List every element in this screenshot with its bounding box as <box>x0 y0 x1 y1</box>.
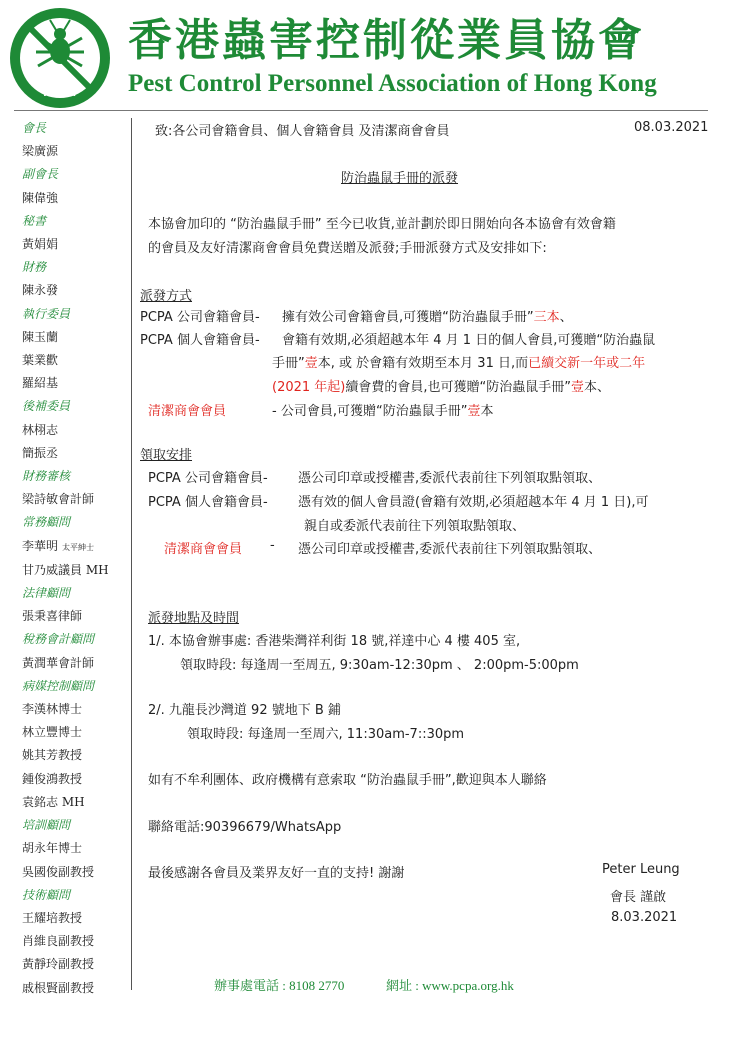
committee-member <box>22 861 109 884</box>
member-name: 鍾俊鴻教授 <box>22 771 83 786</box>
member-name: 吳國俊副教授 <box>22 864 95 879</box>
member-name: 葉業歡 <box>22 353 59 368</box>
committee-member <box>22 605 109 628</box>
member-name: 黃娟娟 <box>22 237 59 252</box>
distribution-heading: 派發方式 <box>140 289 193 304</box>
collect-company-text: 憑公司印章或授權書,委派代表前往下列領取點領取、 <box>298 471 602 486</box>
role-label: 財務審核 <box>22 469 71 484</box>
nonprofit-notice: 如有不牟利團体、政府機構有意索取 “防治蟲鼠手冊”,歡迎與本人聯絡 <box>148 773 547 788</box>
committee-member <box>22 187 109 210</box>
committee-member <box>22 953 109 976</box>
committee-member <box>22 326 109 349</box>
collect-personal-line-2: 親自或委派代表前往下列領取點領取、 <box>304 519 526 534</box>
committee-role <box>22 884 109 907</box>
member-name: 梁廣源 <box>22 144 59 159</box>
association-logo <box>8 6 112 110</box>
role-label: 副會長 <box>22 167 59 182</box>
dist-personal-label: PCPA 個人會籍會員- <box>140 333 260 348</box>
member-name: 陳偉強 <box>22 190 59 205</box>
member-name: 袁銘志 MH <box>22 794 85 809</box>
collect-company-label: PCPA 公司會籍會員- <box>148 471 268 486</box>
collect-personal-line-1: 憑有效的個人會員證(會籍有效期,必須超越本年 4 月 1 日),可 <box>298 495 649 510</box>
dist-clean-text: - 公司會員,可獲贈“防治蟲鼠手冊”壹本 <box>272 404 494 419</box>
contact-phone: 聯絡電話:90396679/WhatsApp <box>148 820 342 835</box>
member-title: 太平紳士 <box>62 542 95 552</box>
role-label: 技術顧問 <box>22 887 71 902</box>
collect-clean-text: 憑公司印章或授權書,委派代表前往下列領取點領取、 <box>298 542 602 557</box>
committee-member <box>22 233 109 256</box>
committee-member <box>22 791 109 814</box>
member-name: 姚其芳教授 <box>22 748 83 763</box>
committee-member <box>22 442 109 465</box>
thanks-line: 最後感謝各會員及業界友好一直的支持! 謝謝 <box>148 866 405 881</box>
committee-member <box>22 977 109 1000</box>
member-name: 林栩志 <box>22 422 59 437</box>
collect-personal-label: PCPA 個人會籍會員- <box>148 495 268 510</box>
role-label: 秘書 <box>22 213 47 228</box>
member-name: 羅紹基 <box>22 376 59 391</box>
committee-role <box>22 117 109 140</box>
dist-personal-line-1: 會籍有效期,必須超越本年 4 月 1 日的個人會員,可獲贈“防治蟲鼠 <box>282 333 656 348</box>
committee-role <box>22 210 109 233</box>
member-name: 林立豐博士 <box>22 725 83 740</box>
location-heading: 派發地點及時間 <box>148 611 240 626</box>
committee-member <box>22 140 109 163</box>
committee-member <box>22 768 109 791</box>
letter-date: 08.03.2021 <box>634 120 709 135</box>
committee-member <box>22 744 109 767</box>
committee-member <box>22 837 109 860</box>
role-label: 財務 <box>22 260 47 275</box>
role-label: 執行委員 <box>22 306 71 321</box>
dist-personal-line-2: 手冊”壹本, 或 於會籍有效期至本月 31 日,而已續交新一年或二年 <box>272 356 646 371</box>
committee-role <box>22 582 109 605</box>
committee-member <box>22 419 109 442</box>
letter-recipients: 致:各公司會籍會員、個人會籍會員 及清潔商會會員 <box>155 124 450 139</box>
committee-member <box>22 372 109 395</box>
footer-website[interactable]: 網址 : www.pcpa.org.hk <box>386 978 514 993</box>
committee-member <box>22 907 109 930</box>
member-name: 肖維良副教授 <box>22 934 95 949</box>
member-name: 簡振丞 <box>22 445 59 460</box>
committee-member <box>22 535 109 559</box>
member-name: 甘乃威議員 MH <box>22 562 109 577</box>
location-1-address: 1/. 本協會辦事處: 香港柴灣祥利街 18 號,祥達中心 4 樓 405 室, <box>148 634 521 649</box>
committee-role <box>22 628 109 651</box>
sidebar-divider <box>131 118 132 990</box>
committee-role <box>22 675 109 698</box>
committee-member <box>22 721 109 744</box>
footer-phone: 辦事處電話 : 8108 2770 <box>214 978 345 993</box>
member-name: 黃潤華會計師 <box>22 655 95 670</box>
signature-name: Peter Leung <box>602 862 680 877</box>
signature-title: 會長 謹啟 <box>610 890 667 905</box>
collect-clean-dash: - <box>270 538 275 553</box>
role-label: 稅務會計顧問 <box>22 632 95 647</box>
member-name: 黃靜玲副教授 <box>22 957 95 972</box>
member-name: 胡永年博士 <box>22 841 83 856</box>
location-1-hours: 領取時段: 每逢周一至周五, 9:30am-12:30pm 、 2:00pm-5:00pm <box>180 658 579 673</box>
role-label: 病媒控制顧問 <box>22 678 95 693</box>
committee-member <box>22 279 109 302</box>
member-name: 梁詩敏會計師 <box>22 492 95 507</box>
committee-role <box>22 511 109 534</box>
role-label: 常務顧問 <box>22 515 71 530</box>
member-name: 李華明 <box>22 538 59 553</box>
member-name: 張秉喜律師 <box>22 609 83 624</box>
committee-member <box>22 349 109 372</box>
role-label: 後補委員 <box>22 399 71 414</box>
committee-role <box>22 465 109 488</box>
member-name: 戚根賢副教授 <box>22 980 95 995</box>
role-label: 會長 <box>22 121 47 135</box>
dist-company-label: PCPA 公司會籍會員- <box>140 310 260 325</box>
member-name: 陳永發 <box>22 283 59 298</box>
association-title-english: Pest Control Personnel Association of Hong Kong <box>128 70 657 97</box>
collection-heading: 領取安排 <box>140 448 193 463</box>
committee-member <box>22 930 109 953</box>
dist-clean-label: 清潔商會會員 <box>148 404 227 419</box>
intro-line-1: 本協會加印的 “防治蟲鼠手冊” 至今已收貨,並計劃於即日開始向各本協會有效會籍 <box>148 217 616 232</box>
committee-member <box>22 698 109 721</box>
dist-personal-line-3: (2021 年起)續會費的會員,也可獲贈“防治蟲鼠手冊”壹本、 <box>272 380 611 395</box>
committee-role <box>22 814 109 837</box>
header-divider <box>14 110 708 111</box>
role-label: 法律顧問 <box>22 586 71 601</box>
signature-date: 8.03.2021 <box>611 910 678 925</box>
role-label: 培訓顧問 <box>22 818 71 833</box>
committee-role <box>22 395 109 418</box>
logo-text: PCPA <box>43 85 77 99</box>
committee-role <box>22 256 109 279</box>
committee-member <box>22 652 109 675</box>
member-name: 李漢林博士 <box>22 702 83 717</box>
committee-role <box>22 303 109 326</box>
committee-sidebar <box>22 117 109 1000</box>
dist-company-text: 擁有效公司會籍會員,可獲贈“防治蟲鼠手冊”三本、 <box>282 310 573 325</box>
association-title-chinese: 香港蟲害控制從業員協會 <box>128 15 645 66</box>
location-2-hours: 領取時段: 每逢周一至周六, 11:30am-7::30pm <box>187 727 465 742</box>
committee-member <box>22 559 109 582</box>
collect-clean-label: 清潔商會會員 <box>164 542 243 557</box>
intro-line-2: 的會員及友好清潔商會會員免費送贈及派發;手冊派發方式及安排如下: <box>148 241 547 256</box>
location-2-address: 2/. 九龍長沙灣道 92 號地下 B 鋪 <box>148 703 341 718</box>
member-name: 王耀培教授 <box>22 910 83 925</box>
letter-subject: 防治蟲鼠手冊的派發 <box>341 171 459 186</box>
committee-role <box>22 163 109 186</box>
member-name: 陳玉蘭 <box>22 329 59 344</box>
committee-member <box>22 488 109 511</box>
